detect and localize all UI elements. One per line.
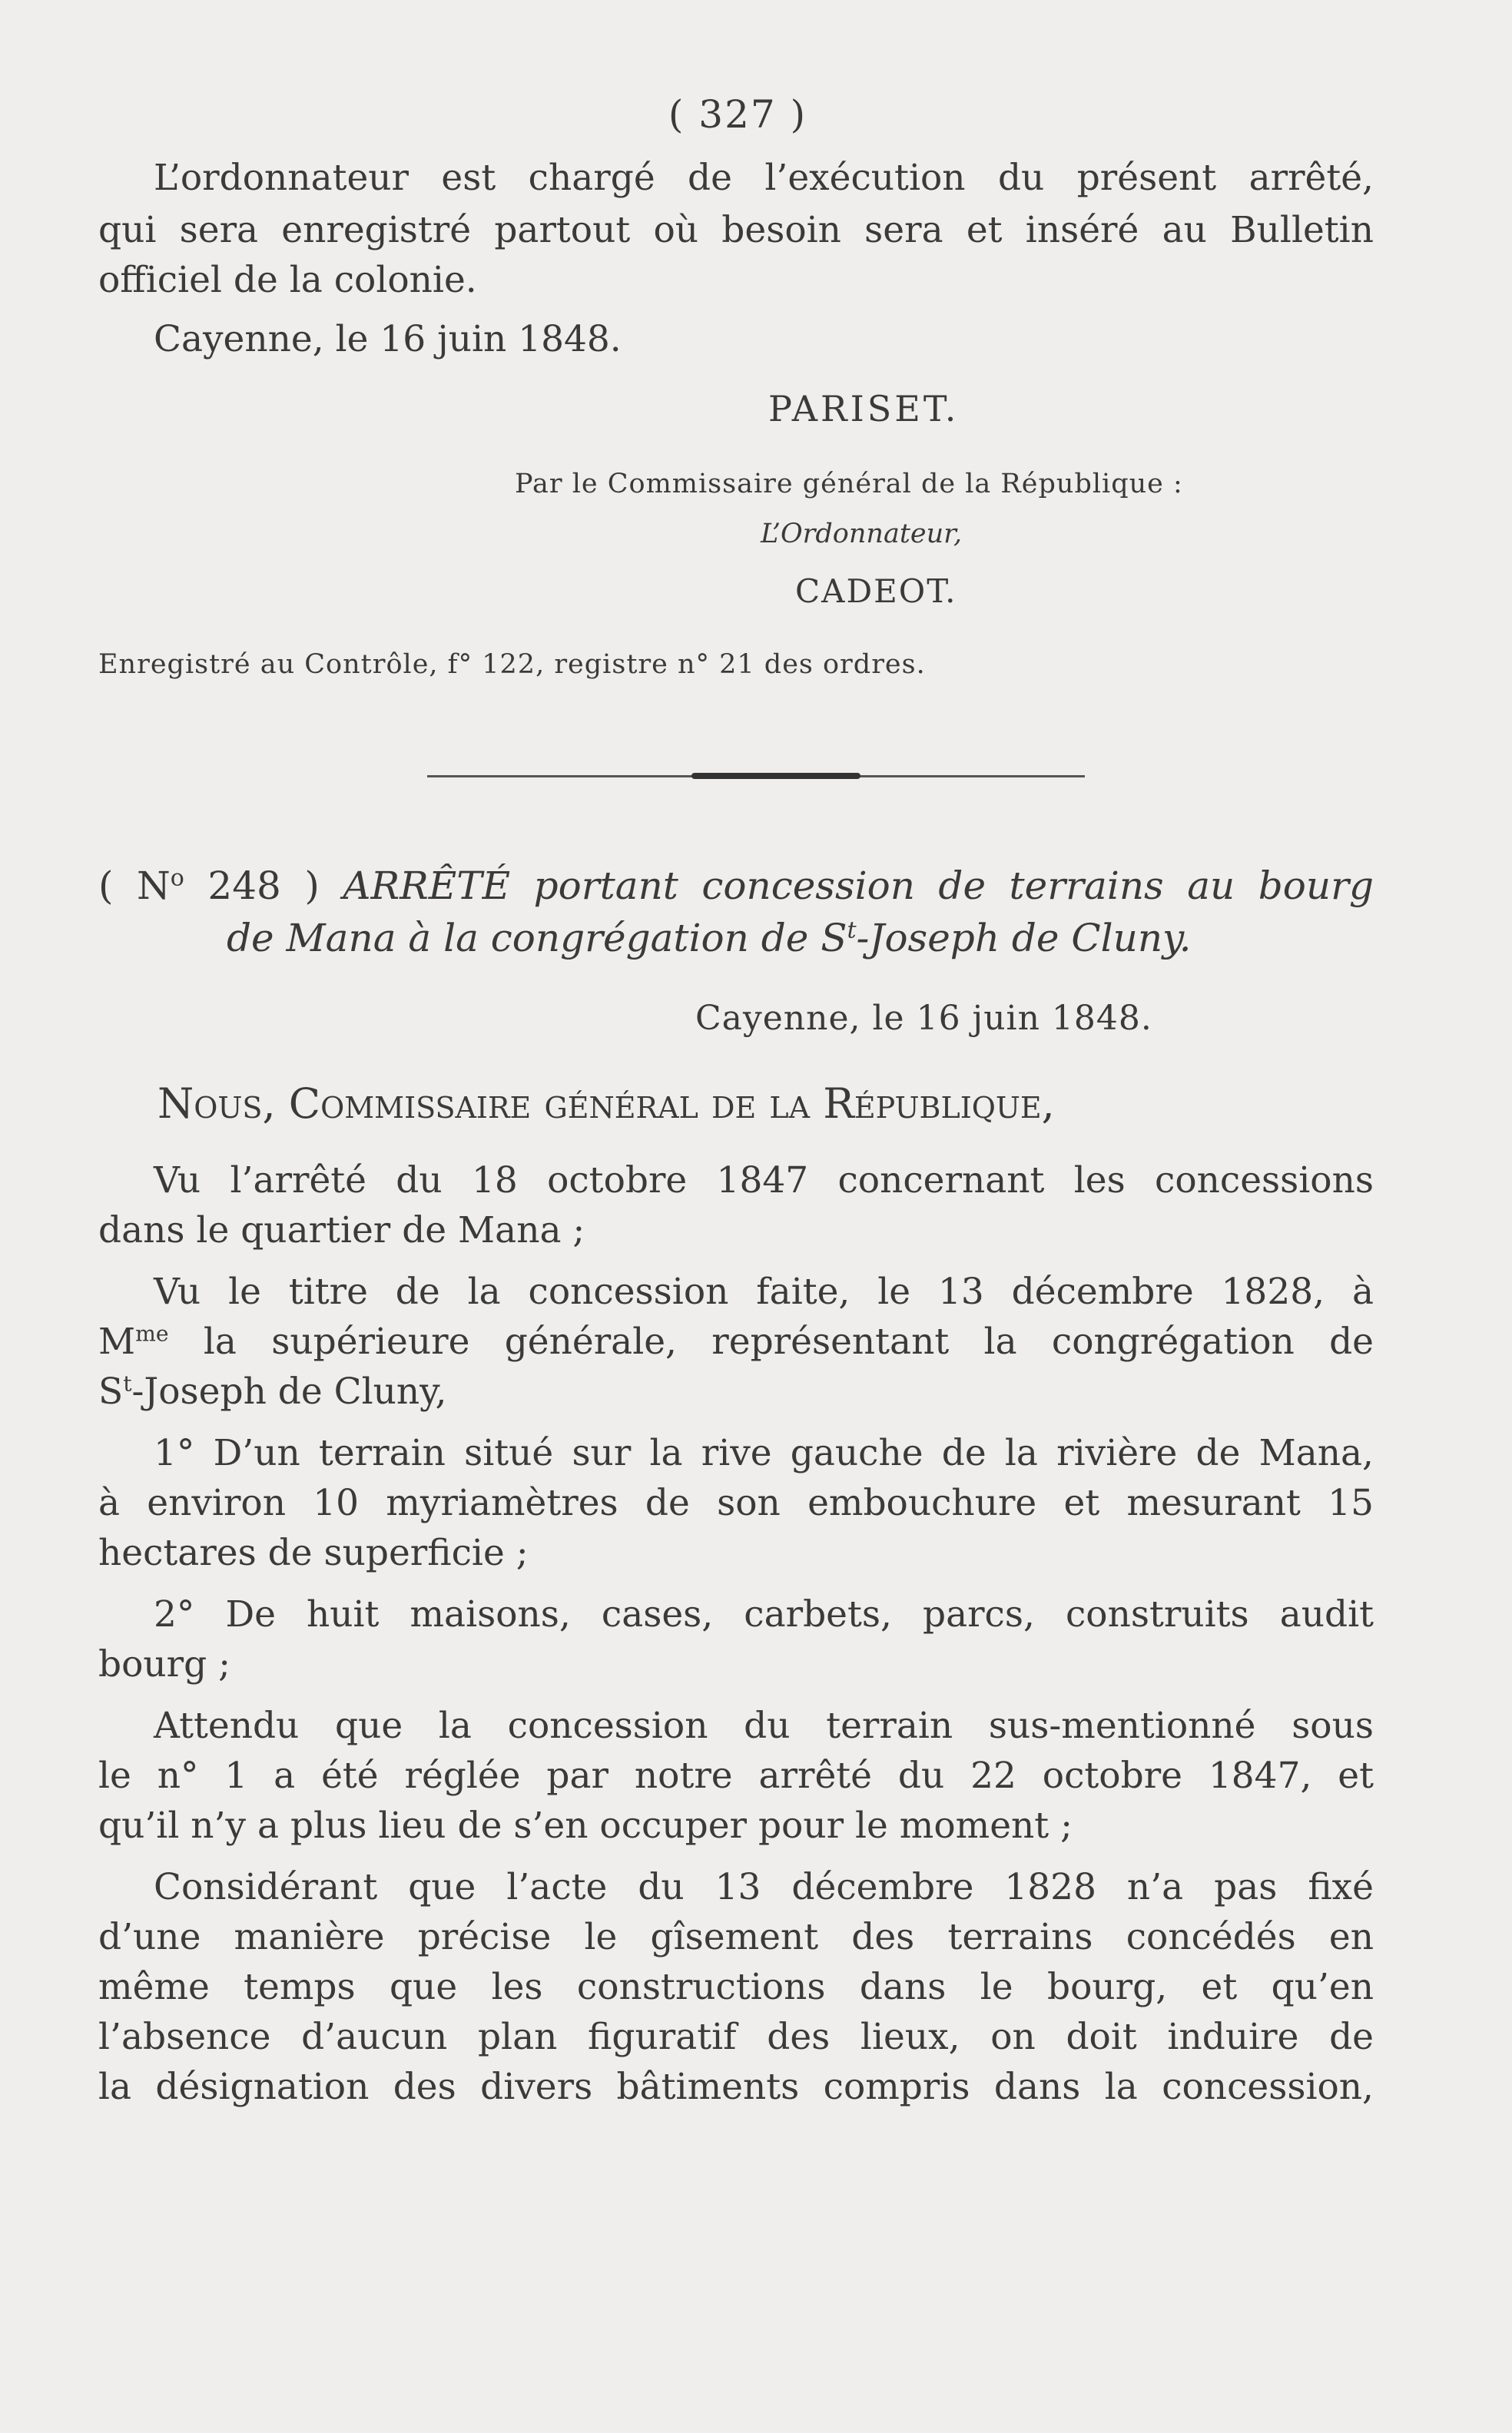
page-number: ( 327 ) <box>668 92 807 137</box>
text-line: $M^{me}$ la supérieure générale, représentant la congrégation de <box>98 1321 1374 1363</box>
registration-note: Enregistré au Contrôle, f° 122, registre n° 21 des ordres. <box>98 649 926 680</box>
text-line: officiel de la colonie. <box>98 259 477 301</box>
decree-title-line-1 <box>98 860 1374 911</box>
text-line: Attendu que la concession du terrain sus-mentionné sous <box>154 1705 1374 1747</box>
text-line: qui sera enregistré partout où besoin sera et inséré au Bulletin <box>98 209 1374 251</box>
decree-heading: Nous, Commissaire général de la République, <box>158 1079 1055 1128</box>
text-line: 1° D’un terrain situé sur la rive gauche de la rivière de Mana, <box>154 1432 1374 1474</box>
section-divider-ornament <box>691 773 860 779</box>
text-line: à environ 10 myriamètres de son embouchure et mesurant 15 <box>98 1482 1374 1524</box>
text-line: Vu le titre de la concession faite, le 13 décembre 1828, à <box>154 1271 1374 1313</box>
text-line: la désignation des divers bâtiments compris dans la concession, <box>98 2066 1374 2108</box>
text-line: $S^t$-Joseph de Cluny, <box>98 1371 447 1413</box>
text-line: dans le quartier de Mana ; <box>98 1209 585 1251</box>
decree-number-prefix: ( N <box>98 863 171 908</box>
decree-number-sup: o <box>170 864 184 892</box>
text-line: bourg ; <box>98 1643 230 1686</box>
ordonnateur-title: L’Ordonnateur, <box>761 519 963 549</box>
text-line: l’absence d’aucun plan figuratif des lieux, on doit induire de <box>98 2016 1374 2058</box>
by-commissioner: Par le Commissaire général de la République : <box>515 469 1183 499</box>
decree-title: ARRÊTÉ portant concession de terrains au bourg <box>343 863 1374 908</box>
text-line: d’une manière précise le gîsement des terrains concédés en <box>98 1916 1374 1958</box>
text-line: le n° 1 a été réglée par notre arrêté du 22 octobre 1847, et <box>98 1755 1374 1797</box>
text-line: hectares de superficie ; <box>98 1532 529 1574</box>
decree-title-line-2: de Mana à la congrégation de $S^t$-Joseph de Cluny. <box>227 916 1192 960</box>
text-line: qu’il n’y a plus lieu de s’en occuper pour le moment ; <box>98 1805 1073 1847</box>
text-line: 2° De huit maisons, cases, carbets, parcs, construits audit <box>154 1593 1374 1636</box>
date-line: Cayenne, le 16 juin 1848. <box>154 318 622 360</box>
ordonnateur-name: CADEOT. <box>795 572 957 610</box>
text-line: Considérant que l’acte du 13 décembre 1828 n’a pas fixé <box>154 1866 1374 1908</box>
text-line: Vu l’arrêté du 18 octobre 1847 concernant les concessions <box>154 1159 1374 1202</box>
text-line: même temps que les constructions dans le bourg, et qu’en <box>98 1966 1374 2008</box>
text-line: L’ordonnateur est chargé de l’exécution du présent arrêté, <box>154 157 1374 199</box>
decree-number: 248 ) <box>207 863 320 908</box>
decree-date: Cayenne, le 16 juin 1848. <box>695 999 1152 1038</box>
signature: PARISET. <box>768 388 960 429</box>
